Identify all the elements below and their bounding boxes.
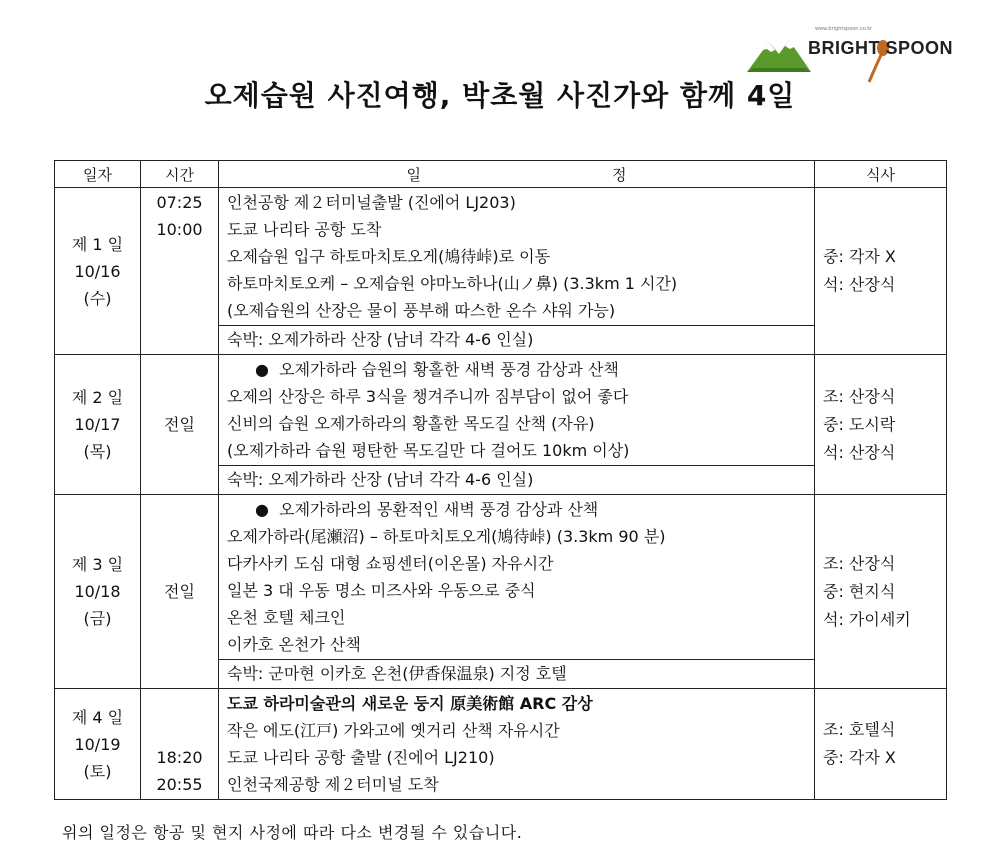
stay-cell: 숙박: 군마현 이카호 온천(伊香保温泉) 지정 호텔 <box>219 660 815 689</box>
day-weekday: (토) <box>83 761 112 781</box>
plan-line: 오제의 산장은 하루 3식을 챙겨주니까 짐부담이 없어 좋다 <box>227 387 629 406</box>
logo-tagline: www.brightspoon.co.kr <box>815 26 873 32</box>
header-time: 시간 <box>141 161 219 188</box>
bullet-text: 오제가하라의 몽환적인 새벽 풍경 감상과 산책 <box>279 500 599 519</box>
table-header-row <box>55 161 947 188</box>
plan-line: 인천공항 제２터미널출발 (진에어 LJ203) <box>227 193 516 212</box>
day-cell <box>55 188 141 355</box>
day-label: 제 3 일 <box>71 555 124 574</box>
table-row <box>55 689 947 800</box>
mountain-logo-icon <box>745 28 815 78</box>
table-row <box>55 495 947 660</box>
meal-line: 석: 가이세키 <box>823 609 911 629</box>
meal-line: 중: 현지식 <box>823 581 896 601</box>
meal-cell <box>815 355 947 495</box>
time-value: 07:25 <box>156 193 203 212</box>
header-plan-left: 일 <box>406 165 421 184</box>
plan-line: 온천 호텔 체크인 <box>227 608 346 627</box>
plan-line: 하토마치토오케 – 오제습원 야마노하나(山ノ鼻) (3.3km 1 시간) <box>227 274 678 293</box>
day-date: 10/19 <box>74 734 121 754</box>
meal-cell <box>815 495 947 689</box>
bullet-line <box>227 356 806 383</box>
bullet-line <box>227 496 806 523</box>
time-cell: 전일 <box>141 495 219 689</box>
meal-line: 조: 호텔식 <box>823 720 896 739</box>
plan-cell <box>219 689 815 800</box>
meal-cell <box>815 689 947 800</box>
stay-cell: 숙박: 오제가하라 산장 (남녀 각각 4-6 인실) <box>219 326 815 355</box>
plan-line: 도쿄 나리타 공항 도착 <box>227 220 382 239</box>
plan-line: (오제가하라 습원 평탄한 목도길만 다 걸어도 10km 이상) <box>227 441 630 460</box>
meal-line: 조: 산장식 <box>823 386 896 406</box>
plan-line: 이카호 온천가 산책 <box>227 635 361 654</box>
day-label: 제 1 일 <box>71 234 124 254</box>
time-cell <box>141 188 219 355</box>
plan-line: 다카사키 도심 대형 쇼핑센터(이온몰) 자유시간 <box>227 554 554 573</box>
logo-brand-text: BRIGHT SPOON <box>808 38 954 58</box>
meal-line: 조: 산장식 <box>823 553 896 573</box>
stay-cell: 숙박: 오제가하라 산장 (남녀 각각 4-6 인실) <box>219 466 815 495</box>
plan-line: 오제가하라(尾瀬沼) – 하토마치토오게(鳩待峠) (3.3km 90 분) <box>227 527 666 546</box>
plan-line: 작은 에도(江戸) 가와고에 옛거리 산책 자유시간 <box>227 721 560 740</box>
plan-cell <box>219 188 815 326</box>
meal-line: 석: 산장식 <box>823 442 896 462</box>
header-plan-right: 정 <box>612 165 627 184</box>
day-date: 10/16 <box>74 261 121 281</box>
meal-line: 중: 각자 X <box>823 748 896 767</box>
meal-line: 중: 도시락 <box>823 414 896 434</box>
day-label: 제 4 일 <box>71 707 124 727</box>
meal-line: 석: 산장식 <box>823 275 896 294</box>
meal-cell <box>815 188 947 355</box>
plan-cell <box>219 495 815 660</box>
header-meal: 식사 <box>815 161 947 188</box>
page-title: 오제습원 사진여행, 박초월 사진가와 함께 4일 <box>204 79 796 112</box>
time-cell <box>141 689 219 800</box>
bullet-text: 오제가하라 습원의 황홀한 새벽 풍경 감상과 산책 <box>279 360 619 379</box>
plan-line: 도쿄 나리타 공항 출발 (진에어 LJ210) <box>227 748 495 767</box>
day-date: 10/18 <box>74 582 121 601</box>
day-weekday: (금) <box>83 609 112 628</box>
time-value: 20:55 <box>156 775 203 794</box>
plan-cell <box>219 355 815 466</box>
time-cell: 전일 <box>141 355 219 495</box>
day-weekday: (수) <box>83 288 112 308</box>
plan-line: 인천국제공항 제２터미널 도착 <box>227 775 439 794</box>
header-plan <box>219 161 815 188</box>
itinerary-table <box>54 160 947 800</box>
day-date: 10/17 <box>74 415 121 434</box>
time-value: 10:00 <box>156 220 203 239</box>
brand-logo <box>745 20 954 80</box>
plan-line: 일본 3 대 우동 명소 미즈사와 우동으로 중식 <box>227 581 536 600</box>
day-cell <box>55 495 141 689</box>
table-row <box>55 355 947 466</box>
plan-line: 오제습원 입구 하토마치토오게(鳩待峠)로 이동 <box>227 247 551 266</box>
plan-line: (오제습원의 산장은 물이 풍부해 따스한 온수 샤워 가능) <box>227 301 616 320</box>
bullet-icon: ● <box>255 500 269 519</box>
bullet-icon: ● <box>255 360 269 379</box>
meal-line: 중: 각자 X <box>823 247 896 266</box>
day-weekday: (목) <box>83 442 112 461</box>
time-value: 18:20 <box>156 748 203 767</box>
day-cell <box>55 689 141 800</box>
table-row <box>55 188 947 326</box>
day-cell <box>55 355 141 495</box>
header-day: 일자 <box>55 161 141 188</box>
plan-line: 신비의 습원 오제가하라의 황홀한 목도길 산책 (자유) <box>227 414 595 433</box>
day-label: 제 2 일 <box>71 388 124 407</box>
plan-line-highlight: 도쿄 하라미술관의 새로운 둥지 原美術館 ARC 감상 <box>227 694 593 713</box>
footnote: 위의 일정은 항공 및 현지 사정에 따라 다소 변경될 수 있습니다. <box>62 823 523 842</box>
